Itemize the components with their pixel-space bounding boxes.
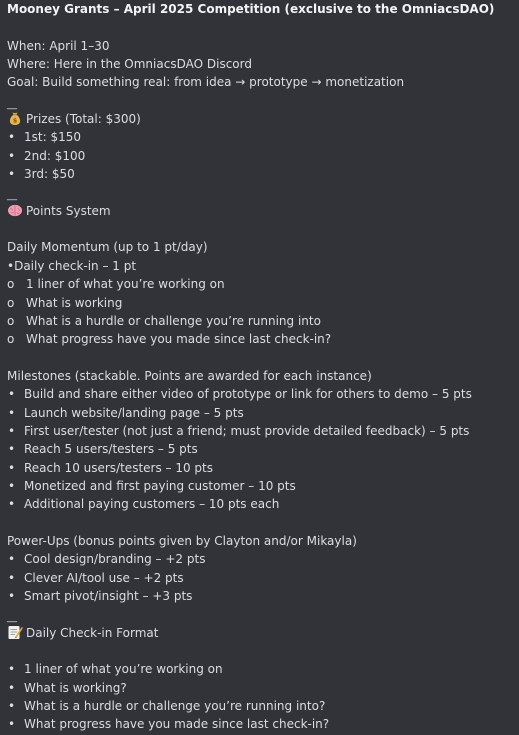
powerup-item-text: Cool design/branding – +2 pts [24, 552, 206, 567]
checkin-sub-item [7, 275, 519, 293]
svg-text:$: $ [12, 116, 18, 125]
bullet-marker: • [8, 405, 16, 420]
checkin-format-item [7, 679, 519, 697]
checkin-sub-item-text: What progress have you made since last check-in? [26, 332, 332, 347]
prize-item [7, 128, 519, 146]
milestone-item-text: First user/tester (not just a friend; must provide detailed feedback) – 5 pts [24, 423, 470, 438]
powerup-item [7, 587, 519, 605]
checkin-line: •Daily check-in – 1 pt [7, 258, 137, 273]
milestone-item-text: Reach 10 users/testers – 10 pts [24, 460, 214, 475]
prize-item-text: 3rd: $50 [24, 167, 75, 182]
bullet-marker: • [8, 423, 16, 438]
message-title: Mooney Grants – April 2025 Competition (exclusive to the OmniacsDAO) [7, 2, 495, 16]
powerup-item [7, 569, 519, 587]
spacer [7, 642, 519, 660]
checkin-sub-item [7, 330, 519, 348]
momentum-heading: Daily Momentum (up to 1 pt/day) [7, 240, 208, 255]
milestones-list [7, 385, 519, 513]
checkin-sub-item [7, 312, 519, 330]
milestone-item [7, 422, 519, 440]
checkin-format-item-text: What is a hurdle or challenge you’re running into? [24, 699, 326, 714]
checkin-sub-list [7, 275, 519, 348]
bullet-marker: • [8, 570, 16, 585]
prizes-heading-text: Prizes (Total: $300) [26, 112, 141, 127]
powerup-item-text: Clever AI/tool use – +2 pts [24, 570, 184, 585]
bullet-marker: • [8, 148, 16, 163]
sub-bullet-marker: o [7, 295, 15, 310]
milestone-item [7, 404, 519, 422]
bullet-marker: • [8, 167, 16, 182]
points-heading [7, 202, 519, 220]
powerup-item [7, 550, 519, 568]
prize-item-text: 1st: $150 [24, 130, 81, 145]
checkin-format-item [7, 697, 519, 715]
milestone-item [7, 459, 519, 477]
checkin-format-item-text: 1 liner of what you’re working on [24, 662, 223, 677]
divider [7, 92, 519, 110]
spacer [7, 349, 519, 367]
milestone-item-text: Build and share either video of prototype or link for others to demo – 5 pts [24, 387, 472, 402]
bullet-marker: • [8, 680, 16, 695]
milestone-item [7, 440, 519, 458]
spacer [7, 18, 519, 36]
milestone-item-text: Launch website/landing page – 5 pts [24, 405, 244, 420]
checkin-format-item-text: What progress have you made since last check-in? [24, 717, 330, 732]
prize-item-text: 2nd: $100 [24, 148, 86, 163]
divider-text: __ [7, 612, 17, 624]
checkin-sub-item-text: 1 liner of what you’re working on [26, 277, 225, 292]
spacer [7, 514, 519, 532]
divider-text: __ [7, 98, 17, 110]
checkin-sub-item-text: What is working [26, 295, 123, 310]
checkin-format-item [7, 715, 519, 733]
spacer [7, 220, 519, 238]
milestone-item [7, 477, 519, 495]
bullet-marker: • [8, 699, 16, 714]
divider [7, 183, 519, 201]
powerups-heading: Power-Ups (bonus points given by Clayton and/or Mikayla) [7, 533, 357, 548]
bullet-marker: • [8, 497, 16, 512]
bullet-marker: • [8, 662, 16, 677]
checkin-format-item-text: What is working? [24, 680, 127, 695]
bullet-marker: • [8, 589, 16, 603]
divider-text: __ [7, 190, 17, 202]
milestones-heading: Milestones (stackable. Points are awarded for each instance) [7, 368, 372, 383]
milestone-item [7, 385, 519, 403]
prizes-list [7, 128, 519, 183]
milestone-item [7, 495, 519, 513]
checkin-format-heading-text: Daily Check-in Format [26, 625, 159, 640]
bullet-marker: • [8, 387, 16, 402]
milestone-item-text: Reach 5 users/testers – 5 pts [24, 442, 198, 457]
money-bag-icon [7, 110, 23, 126]
bullet-marker: • [8, 552, 16, 567]
where-line: Where: Here in the OmniacsDAO Discord [7, 57, 252, 72]
sub-bullet-marker: o [7, 277, 15, 292]
powerups-list [7, 550, 519, 605]
when-line: When: April 1–30 [7, 38, 110, 53]
sub-bullet-marker: o [7, 332, 15, 347]
sub-bullet-marker: o [7, 313, 15, 328]
points-heading-text: Points System [26, 203, 111, 218]
brain-icon [7, 202, 23, 218]
prize-item [7, 165, 519, 183]
bullet-marker: • [8, 478, 16, 493]
checkin-format-item [7, 660, 519, 678]
powerup-item-text: Smart pivot/insight – +3 pts [24, 589, 193, 603]
checkin-format-heading [7, 624, 519, 642]
bullet-marker: • [8, 130, 16, 145]
goal-line: Goal: Build something real: from idea → prototype → monetization [7, 75, 405, 90]
milestone-item-text: Additional paying customers – 10 pts each [24, 497, 280, 512]
bullet-marker: • [8, 460, 16, 475]
bullet-marker: • [8, 717, 16, 732]
milestone-item-text: Monetized and first paying customer – 10 pts [24, 478, 296, 493]
bullet-marker: • [8, 442, 16, 457]
memo-icon [7, 624, 23, 640]
checkin-sub-item [7, 294, 519, 312]
prize-item [7, 147, 519, 165]
checkin-format-list [7, 660, 519, 733]
divider [7, 605, 519, 623]
checkin-sub-item-text: What is a hurdle or challenge you’re running into [26, 313, 321, 328]
prizes-heading [7, 110, 519, 128]
